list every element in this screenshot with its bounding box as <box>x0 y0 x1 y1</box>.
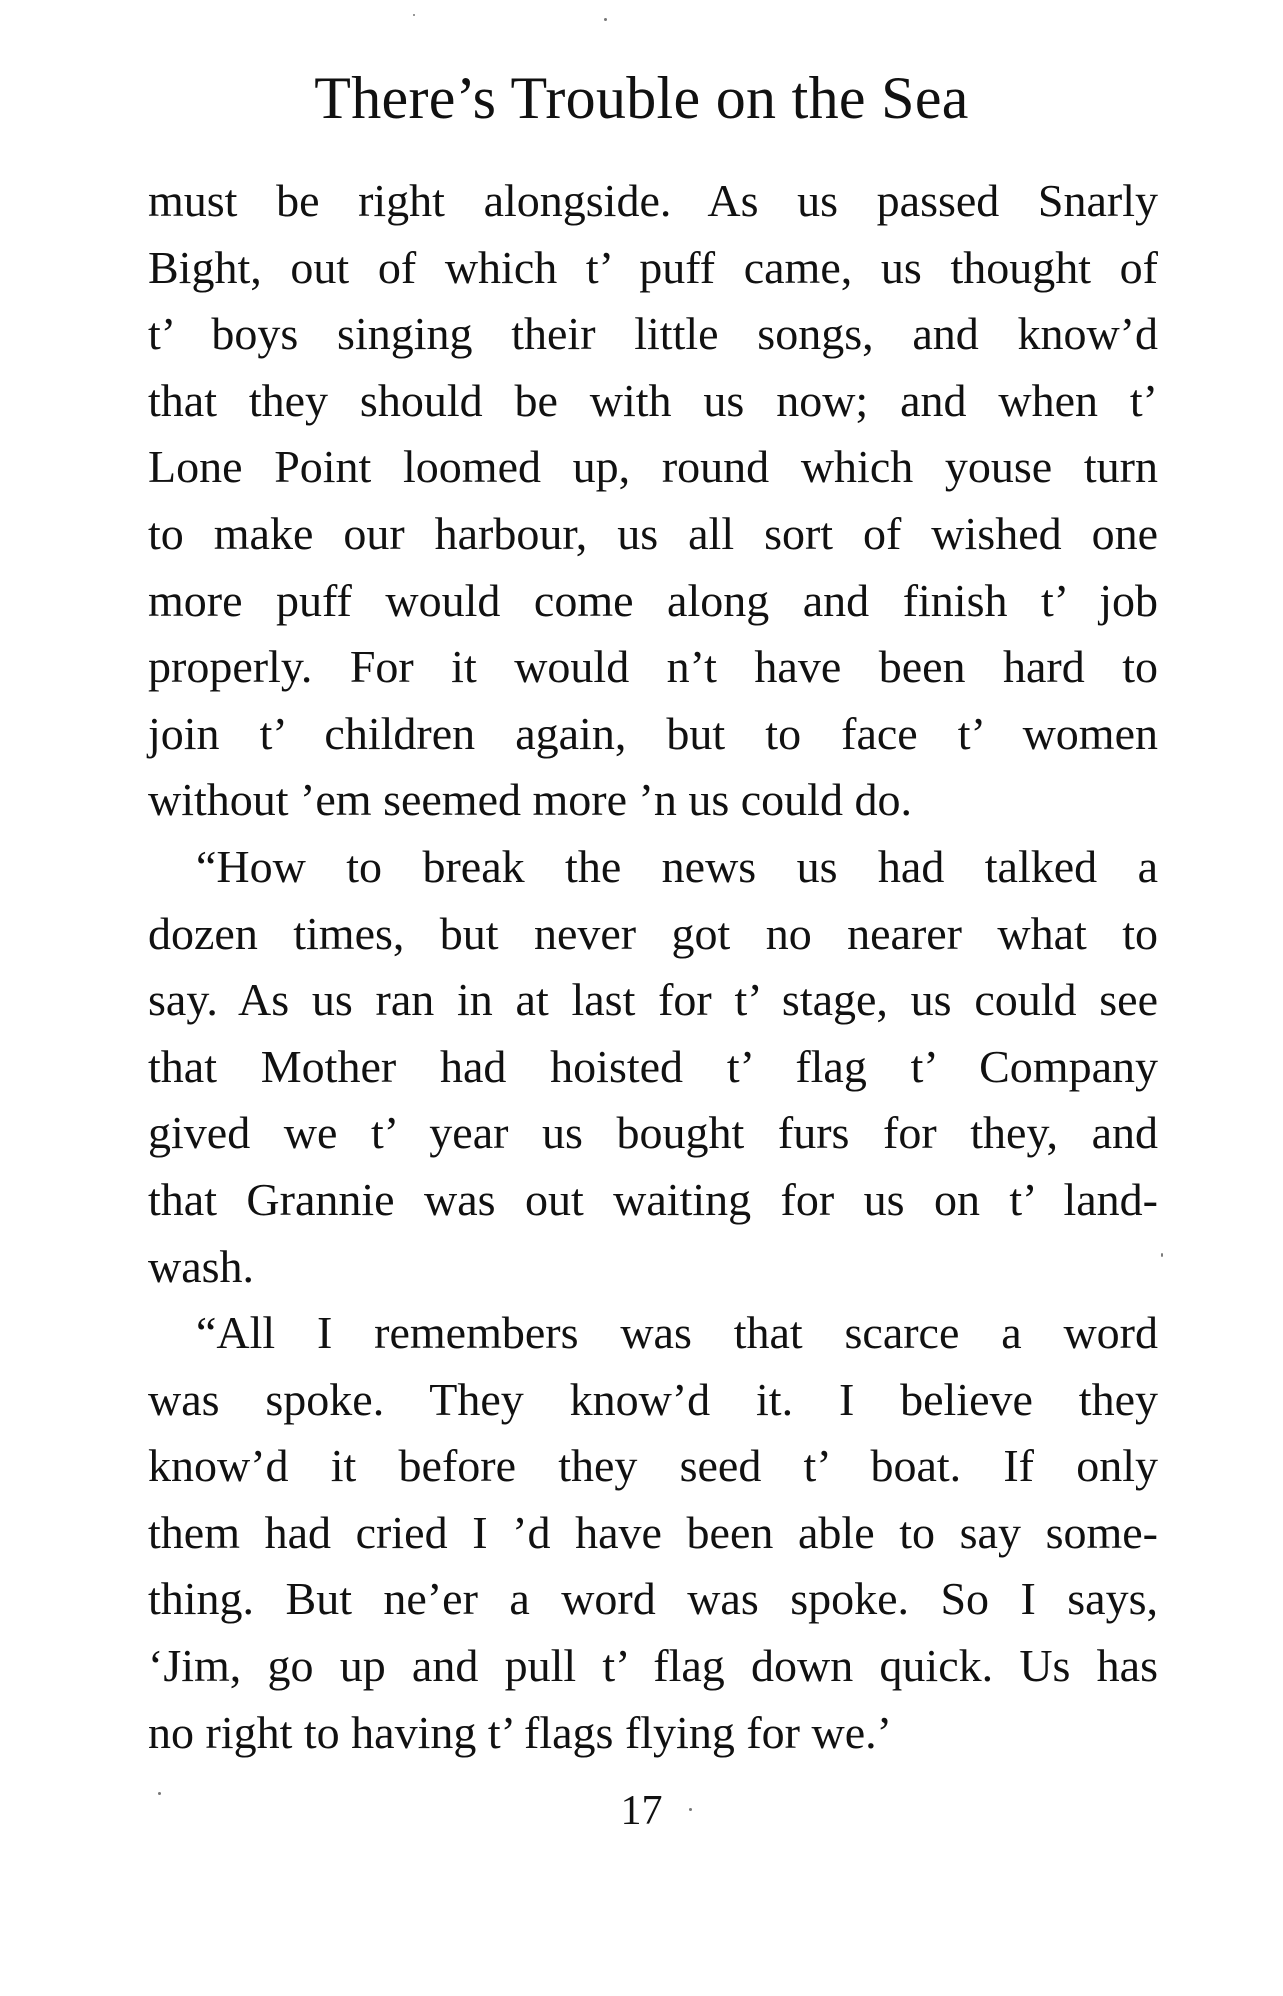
text-line: properly. For it would n’t have been hard to <box>148 641 1158 693</box>
print-speck <box>1161 1253 1163 1257</box>
body-text <box>148 168 1158 1766</box>
text-line: gived we t’ year us bought furs for they, and <box>148 1107 1158 1159</box>
print-speck <box>158 1792 161 1795</box>
text-line: that they should be with us now; and when t’ <box>148 374 1158 426</box>
text-line: no right to having t’ flags flying for we.’ <box>148 1706 892 1758</box>
text-line: t’ boys singing their little songs, and know’d <box>148 308 1158 360</box>
text-line: say. As us ran in at last for t’ stage, us could see <box>148 974 1158 1026</box>
text-line: know’d it before they seed t’ boat. If only <box>148 1440 1158 1492</box>
text-line: must be right alongside. As us passed Snarly <box>148 175 1158 226</box>
text-line: that Mother had hoisted t’ flag t’ Company <box>148 1040 1158 1092</box>
running-head: There’s Trouble on the Sea <box>314 65 969 131</box>
text-line: Bight, out of which t’ puff came, us thought of <box>148 241 1158 293</box>
text-line: join t’ children again, but to face t’ women <box>148 707 1158 759</box>
text-line: that Grannie was out waiting for us on t’ land- <box>148 1173 1158 1225</box>
text-line: thing. But ne’er a word was spoke. So I says, <box>148 1573 1158 1625</box>
print-speck <box>413 14 415 16</box>
text-line: to make our harbour, us all sort of wished one <box>148 507 1158 559</box>
text-line: more puff would come along and finish t’ job <box>148 574 1158 626</box>
text-line: ‘Jim, go up and pull t’ flag down quick. Us has <box>148 1640 1158 1692</box>
paragraph <box>148 168 1158 834</box>
paragraph <box>148 1300 1158 1766</box>
text-line: without ’em seemed more ’n us could do. <box>148 774 912 826</box>
text-line: “How to break the news us had talked a <box>196 840 1158 892</box>
page-number: 17 <box>620 1788 663 1834</box>
print-speck <box>689 1808 692 1811</box>
text-line: was spoke. They know’d it. I believe they <box>148 1373 1158 1425</box>
text-line: “All I remembers was that scarce a word <box>196 1307 1158 1359</box>
text-line: them had cried I ’d have been able to say some- <box>148 1506 1158 1558</box>
text-line: dozen times, but never got no nearer what to <box>148 907 1158 959</box>
paragraph <box>148 834 1158 1300</box>
text-line: Lone Point loomed up, round which youse turn <box>148 441 1158 493</box>
text-line: wash. <box>148 1240 255 1292</box>
print-speck <box>604 18 607 21</box>
